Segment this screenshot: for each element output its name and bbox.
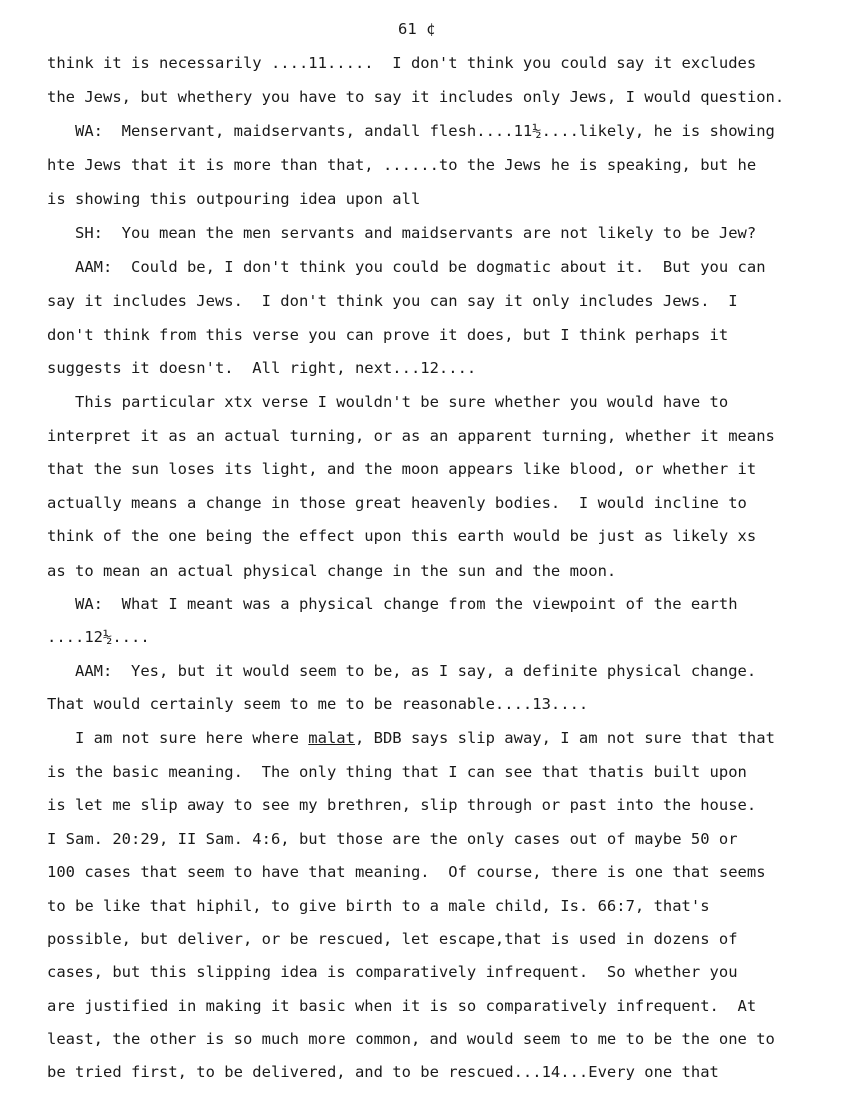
text-line: don't think from this verse you can prove it does, but I think perhaps it	[47, 326, 729, 344]
text-line: hte Jews that it is more than that, ......to the Jews he is speaking, but he	[47, 156, 757, 174]
text-line: are justified in making it basic when it is so comparatively infrequent. At	[47, 997, 757, 1015]
text-line: say it includes Jews. I don't think you can say it only includes Jews. I	[47, 292, 738, 310]
text-line: SH: You mean the men servants and maidservants are not likely to be Jew?	[47, 224, 757, 242]
text-line: suggests it doesn't. All right, next...12....	[47, 359, 477, 377]
text-line: is let me slip away to see my brethren, slip through or past into the house.	[47, 796, 757, 814]
text-line: think of the one being the effect upon this earth would be just as likely xs	[47, 527, 757, 545]
text-line: possible, but deliver, or be rescued, let escape,that is used in dozens of	[47, 930, 738, 948]
text-line: is the basic meaning. The only thing that I can see that thatis built upon	[47, 763, 747, 781]
page-number: 61 ¢	[398, 20, 436, 38]
text-line	[47, 728, 775, 748]
text-line: as to mean an actual physical change in the sun and the moon.	[47, 562, 617, 580]
text-line: be tried first, to be delivered, and to be rescued...14...Every one that	[47, 1063, 719, 1081]
text-line: WA: What I meant was a physical change from the viewpoint of the earth	[47, 595, 738, 613]
text-line: the Jews, but whethery you have to say it includes only Jews, I would question.	[47, 88, 785, 106]
text-line: that the sun loses its light, and the moon appears like blood, or whether it	[47, 460, 757, 478]
text-segment: , BDB says slip away, I am not sure that that	[354, 729, 775, 747]
underlined-word: malat	[308, 729, 355, 747]
text-line: AAM: Yes, but it would seem to be, as I say, a definite physical change.	[47, 662, 757, 680]
text-line: least, the other is so much more common, and would seem to me to be the one to	[47, 1030, 775, 1048]
text-line: WA: Menservant, maidservants, andall flesh....11½....likely, he is showing	[47, 122, 775, 140]
text-line: This particular xtx verse I wouldn't be sure whether you would have to	[47, 393, 729, 411]
text-line: interpret it as an actual turning, or as an apparent turning, whether it means	[47, 427, 775, 445]
text-line: think it is necessarily ....11..... I don't think you could say it excludes	[47, 54, 757, 72]
text-line: cases, but this slipping idea is comparatively infrequent. So whether you	[47, 963, 738, 981]
text-segment: I am not sure here where	[47, 729, 309, 747]
text-line: AAM: Could be, I don't think you could be dogmatic about it. But you can	[47, 258, 766, 276]
text-line: is showing this outpouring idea upon all	[47, 190, 421, 208]
text-line: actually means a change in those great heavenly bodies. I would incline to	[47, 494, 747, 512]
text-line: I Sam. 20:29, II Sam. 4:6, but those are the only cases out of maybe 50 or	[47, 830, 738, 848]
text-line: to be like that hiphil, to give birth to a male child, Is. 66:7, that's	[47, 897, 710, 915]
text-line: 100 cases that seem to have that meaning. Of course, there is one that seems	[47, 863, 766, 881]
text-line: ....12½....	[47, 628, 150, 646]
text-line: That would certainly seem to me to be reasonable....13....	[47, 695, 589, 713]
